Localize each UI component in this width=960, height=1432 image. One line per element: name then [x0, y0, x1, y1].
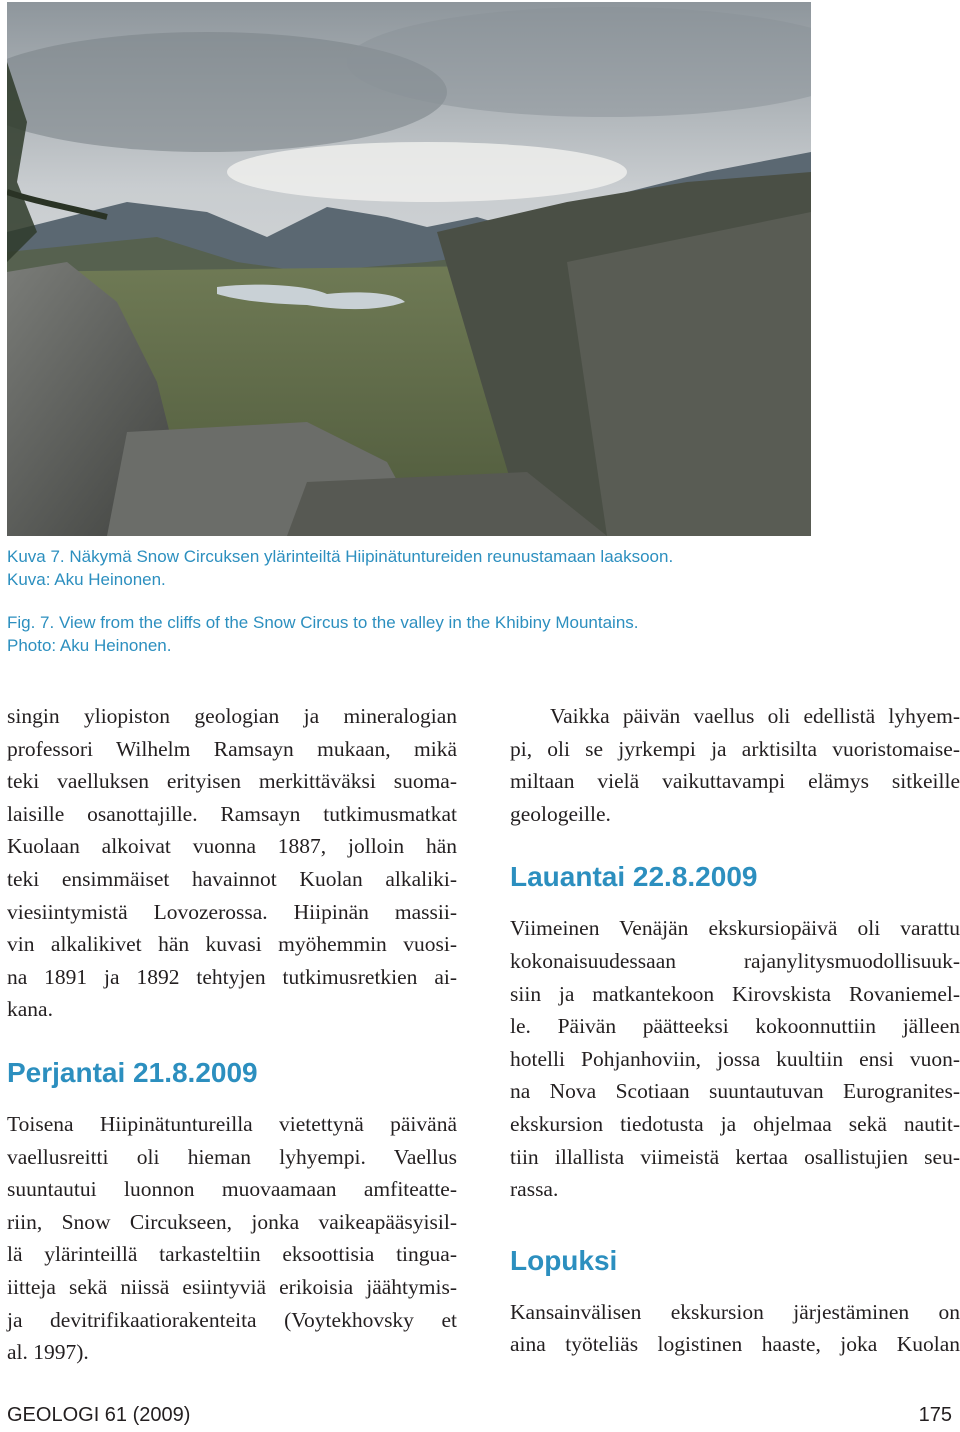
caption-line: Kuva 7. Näkymä Snow Circuksen ylärinteiltä Hiipinätuntureiden reunustamaan laaksoon. [7, 547, 674, 566]
text-line: ekskursion tiedotusta ja ohjelmaa sekä nautit- [510, 1111, 960, 1136]
left-column [7, 700, 457, 1369]
page-footer [7, 1404, 952, 1432]
text-line: na 1891 ja 1892 tehtyjen tutkimusretkien ai- [7, 964, 457, 989]
paragraph [510, 1296, 960, 1361]
text-line: lä ylärinteillä tarkasteltiin eksoottisia tingua- [7, 1242, 457, 1267]
figure-caption-english [7, 611, 907, 657]
text-line: aina työteliäs logistinen haaste, joka Kuolan [510, 1332, 960, 1357]
text-line: hotelli Pohjanhoviin, jossa kuultiin ensi vuon- [510, 1046, 960, 1071]
text-line: Kansainvälisen ekskursion järjestäminen on [510, 1299, 960, 1324]
section-heading-lauantai: Lauantai 22.8.2009 [510, 861, 758, 893]
text-line: pi, oli se jyrkempi ja arktisilta vuoristomaise- [510, 736, 960, 761]
text-line: miltaan vielä vaikuttavampi elämys sitkeille [510, 769, 960, 794]
text-line: tiin illallista viimeistä kertaa osallistujien seu- [510, 1144, 960, 1169]
text-line: na Nova Scotiaan suuntautuvan Eurogranites- [510, 1079, 960, 1104]
journal-name: GEOLOGI 61 (2009) [7, 1404, 191, 1426]
text-line: viesiintymistä Lovozerossa. Hiipinän massii- [7, 899, 457, 924]
paragraph [510, 912, 960, 1205]
paragraph [7, 700, 457, 1026]
text-line: teki vaelluksen erityisen merkittäväksi suoma- [7, 769, 457, 794]
caption-line: Fig. 7. View from the cliffs of the Snow Circus to the valley in the Khibiny Mountains. [7, 613, 639, 632]
section-heading-perjantai: Perjantai 21.8.2009 [7, 1056, 258, 1088]
text-line: ja devitrifikaatiorakenteita (Voytekhovsky et [7, 1307, 457, 1332]
text-line: rassa. [510, 1177, 559, 1202]
text-line: kana. [7, 997, 53, 1022]
text-line: geologeille. [510, 801, 611, 826]
text-line: vin alkalikivet hän kuvasi myöhemmin vuosi- [7, 932, 457, 957]
text-line: professori Wilhelm Ramsayn mukaan, mikä [7, 736, 457, 761]
text-line: Vaikka päivän vaellus oli edellistä lyhyem- [550, 704, 960, 728]
text-line: le. Päivän päätteeksi kokoonnuttiin jälleen [510, 1014, 960, 1039]
page-number: 175 [918, 1404, 952, 1426]
figure-caption-finnish [7, 545, 907, 591]
text-line: Kuolaan alkoivat vuonna 1887, jolloin hän [7, 834, 457, 859]
landscape-illustration [7, 2, 811, 536]
paragraph [510, 700, 960, 830]
paragraph [7, 1108, 457, 1369]
mountain-valley-photo [7, 2, 811, 536]
text-line: suuntautui luonnon muovaamaan amfiteatte- [7, 1177, 457, 1202]
right-column [510, 700, 960, 1361]
text-line: Viimeinen Venäjän ekskursiopäivä oli varattu [510, 916, 960, 941]
text-line: iitteja sekä niissä esiintyviä erikoisia jäähtymis- [7, 1274, 457, 1299]
text-line: kokonaisuudessaan rajanylitysmuodollisuuk- [510, 948, 960, 973]
caption-line: Photo: Aku Heinonen. [7, 636, 172, 655]
text-line: riin, Snow Circukseen, jonka vaikeapääsyisil- [7, 1209, 457, 1234]
text-line: teki ensimmäiset havainnot Kuolan alkaliki- [7, 866, 457, 891]
caption-line: Kuva: Aku Heinonen. [7, 570, 166, 589]
text-line: siin ja matkantekoon Kirovskista Rovaniemel- [510, 981, 960, 1006]
section-heading-lopuksi: Lopuksi [510, 1244, 618, 1276]
text-line: vaellusreitti oli hieman lyhyempi. Vaellus [7, 1144, 457, 1169]
text-line: Toisena Hiipinätuntureilla vietettynä päivänä [7, 1111, 457, 1136]
text-line: laisille osanottajille. Ramsayn tutkimusmatkat [7, 801, 457, 826]
text-line: singin yliopiston geologian ja mineralogian [7, 704, 457, 728]
text-line: al. 1997). [7, 1340, 89, 1365]
